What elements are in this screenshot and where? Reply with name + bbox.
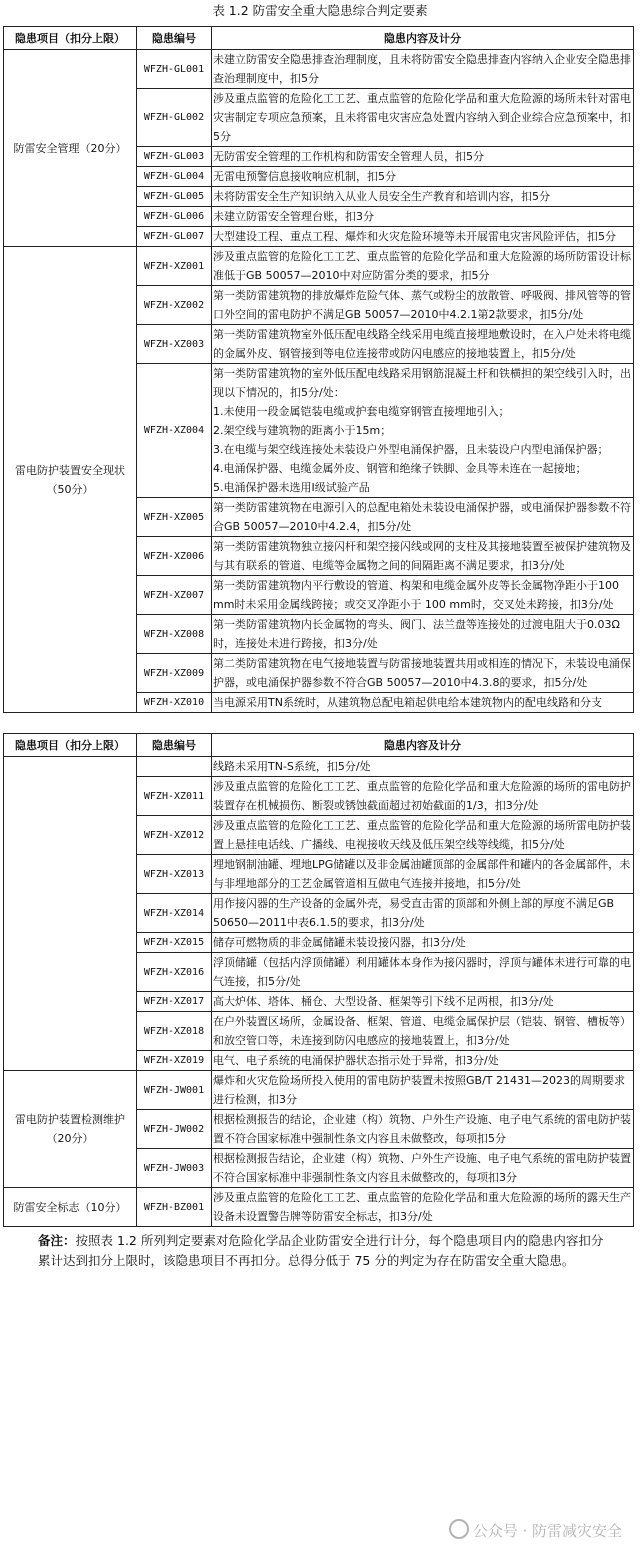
hazard-code-cell: WFZH-XZ012 xyxy=(137,816,212,855)
hazard-content-cell: 当电源采用TN系统时，从建筑物总配电箱起供电给本建筑物内的配电线路和分支 xyxy=(212,693,634,713)
hazard-content-cell: 无雷电预警信息接收响应机制，扣5分 xyxy=(212,167,634,187)
hazard-code-cell: WFZH-JW002 xyxy=(137,1110,212,1149)
hazard-code-cell: WFZH-XZ011 xyxy=(137,777,212,816)
hazard-content-cell: 第一类防雷建筑物的室外低压配电线路采用钢筋混凝土杆和铁横担的架空线引入时，出现以下情况的，扣5分/处： 1.未使用一段金属铠装电缆或护套电缆穿钢管直接埋地引入； 2.架空线与建筑物的距离小于15m； 3.在电缆与架空线连接处未装设户外型电涌保护器，且未装设户内型电涌保护器； 4.电涌保护器、电缆金属外皮、钢管和绝缘子铁脚、金具等未连在一起接地； 5.电涌保护器未选用Ⅰ级试验产品 xyxy=(212,364,634,498)
category-cell: 雷电防护装置检测维护（20分） xyxy=(4,1071,137,1188)
hazard-content-cell: 线路未采用TN-S系统，扣5分/处 xyxy=(212,757,634,777)
header-content: 隐患内容及计分 xyxy=(212,734,634,757)
hazard-code-cell: WFZH-GL006 xyxy=(137,207,212,227)
hazard-content-cell: 第一类防雷建筑物在电源引入的总配电箱处未装设电涌保护器，或电涌保护器参数不符合GB 50057—2010中4.2.4，扣5分/处 xyxy=(212,498,634,537)
hazard-code-cell: WFZH-XZ008 xyxy=(137,615,212,654)
hazard-content-cell: 爆炸和火灾危险场所投入使用的雷电防护装置未按照GB/T 21431—2023的周期要求进行检测，扣3分 xyxy=(212,1071,634,1110)
category-cell: 雷电防护装置安全现状（50分） xyxy=(4,247,137,713)
hazard-code-cell: WFZH-XZ018 xyxy=(137,1012,212,1051)
hazard-content-cell: 用作接闪器的生产设备的金属外壳，易受直击雷的顶部和外侧上部的厚度不满足GB 50650—2011中表6.1.5的要求，扣3分/处 xyxy=(212,894,634,933)
header-category: 隐患项目（扣分上限） xyxy=(4,734,137,757)
hazard-content-cell: 第一类防雷建筑物的排放爆炸危险气体、蒸气或粉尘的放散管、呼吸阀、排风管等的管口外空间的雷电防护不满足GB 50057—2010中4.2.1第2款要求，扣5分/处 xyxy=(212,286,634,325)
hazard-code-cell: WFZH-XZ017 xyxy=(137,992,212,1012)
table-row xyxy=(4,757,634,777)
category-cell: 防雷安全标志（10分） xyxy=(4,1188,137,1227)
header-content: 隐患内容及计分 xyxy=(212,27,634,50)
hazard-code-cell: WFZH-XZ014 xyxy=(137,894,212,933)
table-row xyxy=(4,1188,634,1227)
remark xyxy=(0,1227,640,1271)
hazard-content-cell: 涉及重点监管的危险化工工艺、重点监管的危险化学品和重大危险源的场所的露天生产设备未设置警告牌等防雷安全标志，扣3分/处 xyxy=(212,1188,634,1227)
hazard-code-cell: WFZH-BZ001 xyxy=(137,1188,212,1227)
hazard-code-cell: WFZH-GL001 xyxy=(137,50,212,89)
hazard-content-cell: 第一类防雷建筑物内平行敷设的管道、构架和电缆金属外皮等长金属物净距小于100 mm时未采用金属线跨接；或交叉净距小于 100 mm时，交叉处未跨接，扣3分/处 xyxy=(212,576,634,615)
hazard-content-cell: 未建立防雷安全管理台账，扣3分 xyxy=(212,207,634,227)
hazard-code-cell: WFZH-JW003 xyxy=(137,1149,212,1188)
hazard-content-cell: 涉及重点监管的危险化工工艺、重点监管的危险化学品和重大危险源的场所雷电防护装置上悬挂电话线、广播线、电视接收天线及低压架空线等线缆，扣5分/处 xyxy=(212,816,634,855)
hazard-code-cell: WFZH-XZ004 xyxy=(137,364,212,498)
hazard-code-cell: WFZH-XZ019 xyxy=(137,1051,212,1071)
hazard-code-cell: WFZH-GL007 xyxy=(137,227,212,247)
judgment-table-part-1 xyxy=(3,26,634,713)
table-body-part-2 xyxy=(4,757,634,1227)
hazard-code-cell: WFZH-XZ016 xyxy=(137,953,212,992)
remark-label: 备注： xyxy=(38,1233,76,1248)
hazard-code-cell: WFZH-GL002 xyxy=(137,89,212,147)
hazard-content-cell: 无防雷安全管理的工作机构和防雷安全管理人员，扣5分 xyxy=(212,147,634,167)
hazard-code-cell: WFZH-XZ007 xyxy=(137,576,212,615)
hazard-code-cell: WFZH-XZ015 xyxy=(137,933,212,953)
hazard-content-cell: 涉及重点监管的危险化工工艺、重点监管的危险化学品和重大危险源的场所防雷设计标准低于GB 50057—2010中对应防雷分类的要求，扣5分 xyxy=(212,247,634,286)
hazard-content-cell: 浮顶储罐（包括内浮顶储罐）利用罐体本身作为接闪器时，浮顶与罐体未进行可靠的电气连接，扣5分/处 xyxy=(212,953,634,992)
hazard-content-cell: 储存可燃物质的非金属储罐未装设接闪器，扣3分/处 xyxy=(212,933,634,953)
table-title: 表 1.2 防雷安全重大隐患综合判定要素 xyxy=(212,3,428,18)
hazard-content-cell: 未建立防雷安全隐患排查治理制度，且未将防雷安全隐患排查内容纳入企业安全隐患排查治理制度中，扣5分 xyxy=(212,50,634,89)
watermark xyxy=(449,1519,622,1541)
hazard-content-cell: 根据检测报告的结论，企业建（构）筑物、户外生产设施、电子电气系统的雷电防护装置不符合国家标准中强制性条文内容且未做整改，每项扣5分 xyxy=(212,1110,634,1149)
table-header-row xyxy=(4,27,634,50)
hazard-code-cell: WFZH-GL004 xyxy=(137,167,212,187)
table-body-part-1 xyxy=(4,50,634,713)
hazard-content-cell: 在户外装置区场所，金属设备、框架、管道、电缆金属保护层（铠装、钢管、槽板等）和放空管口等，未连接到防闪电感应的接地装置上，扣3分/处 xyxy=(212,1012,634,1051)
header-code: 隐患编号 xyxy=(137,27,212,50)
hazard-content-cell: 埋地钢制油罐、埋地LPG储罐以及非金属油罐顶部的金属部件和罐内的各金属部件，未与非埋地部分的工艺金属管道相互做电气连接并接地，扣5分/处 xyxy=(212,855,634,894)
hazard-content-cell: 第一类防雷建筑物独立接闪杆和架空接闪线或网的支柱及其接地装置至被保护建筑物及与其有联系的管道、电缆等金属物之间的间隔距离不满足要求，扣3分/处 xyxy=(212,537,634,576)
header-category: 隐患项目（扣分上限） xyxy=(4,27,137,50)
hazard-code-cell: WFZH-XZ002 xyxy=(137,286,212,325)
table-row xyxy=(4,1071,634,1110)
hazard-content-cell: 第二类防雷建筑物在电气接地装置与防雷接地装置共用或相连的情况下，未装设电涌保护器，或电涌保护器参数不符合GB 50057—2010中4.3.8的要求，扣5分/处 xyxy=(212,654,634,693)
category-cell xyxy=(4,757,137,1071)
table-row xyxy=(4,247,634,286)
wechat-icon xyxy=(449,1519,469,1539)
hazard-content-cell: 未将防雷安全生产知识纳入从业人员安全生产教育和培训内容，扣5分 xyxy=(212,187,634,207)
hazard-code-cell: WFZH-XZ013 xyxy=(137,855,212,894)
hazard-content-cell: 大型建设工程、重点工程、爆炸和火灾危险环境等未开展雷电灾害风险评估，扣5分 xyxy=(212,227,634,247)
watermark-text: 公众号 · 防雷减灾安全 xyxy=(472,1522,622,1540)
header-code: 隐患编号 xyxy=(137,734,212,757)
table-header-row xyxy=(4,734,634,757)
hazard-code-cell: WFZH-XZ003 xyxy=(137,325,212,364)
hazard-code-cell: WFZH-XZ001 xyxy=(137,247,212,286)
hazard-code-cell: WFZH-XZ010 xyxy=(137,693,212,713)
hazard-code-cell: WFZH-JW001 xyxy=(137,1071,212,1110)
hazard-code-cell: WFZH-XZ009 xyxy=(137,654,212,693)
judgment-table-part-2 xyxy=(3,733,634,1227)
hazard-content-cell: 第一类防雷建筑物室外低压配电线路全线采用电缆直接埋地敷设时，在入户处未将电缆的金属外皮、钢管接到等电位连接带或防闪电感应的接地装置上，扣5分/处 xyxy=(212,325,634,364)
remark-text: 按照表 1.2 所列判定要素对危险化学品企业防雷安全进行计分，每个隐患项目内的隐患内容扣分累计达到扣分上限时，该隐患项目不再扣分。总得分低于 75 分的判定为存在防雷安全重大隐患。 xyxy=(38,1233,604,1268)
hazard-content-cell: 涉及重点监管的危险化工工艺、重点监管的危险化学品和重大危险源的场所的雷电防护装置存在机械损伤、断裂或锈蚀截面超过初始截面的1/3，扣3分/处 xyxy=(212,777,634,816)
hazard-code-cell: WFZH-XZ005 xyxy=(137,498,212,537)
table-row xyxy=(4,50,634,89)
category-cell: 防雷安全管理（20分） xyxy=(4,50,137,247)
hazard-code-cell: WFZH-XZ006 xyxy=(137,537,212,576)
hazard-code-cell: WFZH-GL005 xyxy=(137,187,212,207)
hazard-content-cell: 高大炉体、塔体、桶仓、大型设备、框架等引下线不足两根，扣3分/处 xyxy=(212,992,634,1012)
hazard-content-cell: 涉及重点监管的危险化工工艺、重点监管的危险化学品和重大危险源的场所未针对雷电灾害制定专项应急预案，且未将雷电灾害应急处置内容纳入到企业综合应急预案中，扣5分 xyxy=(212,89,634,147)
hazard-code-cell xyxy=(137,757,212,777)
hazard-content-cell: 第一类防雷建筑物内长金属物的弯头、阀门、法兰盘等连接处的过渡电阻大于0.03Ω时，连接处未进行跨接，扣3分/处 xyxy=(212,615,634,654)
page-break xyxy=(0,713,640,733)
hazard-content-cell: 根据检测报告结论，企业建（构）筑物、户外生产设施、电子电气系统的雷电防护装置不符合国家标准中非强制性条文内容且未做整改的，每项扣3分 xyxy=(212,1149,634,1188)
hazard-content-cell: 电气、电子系统的电涌保护器状态指示处于异常，扣3分/处 xyxy=(212,1051,634,1071)
hazard-code-cell: WFZH-GL003 xyxy=(137,147,212,167)
